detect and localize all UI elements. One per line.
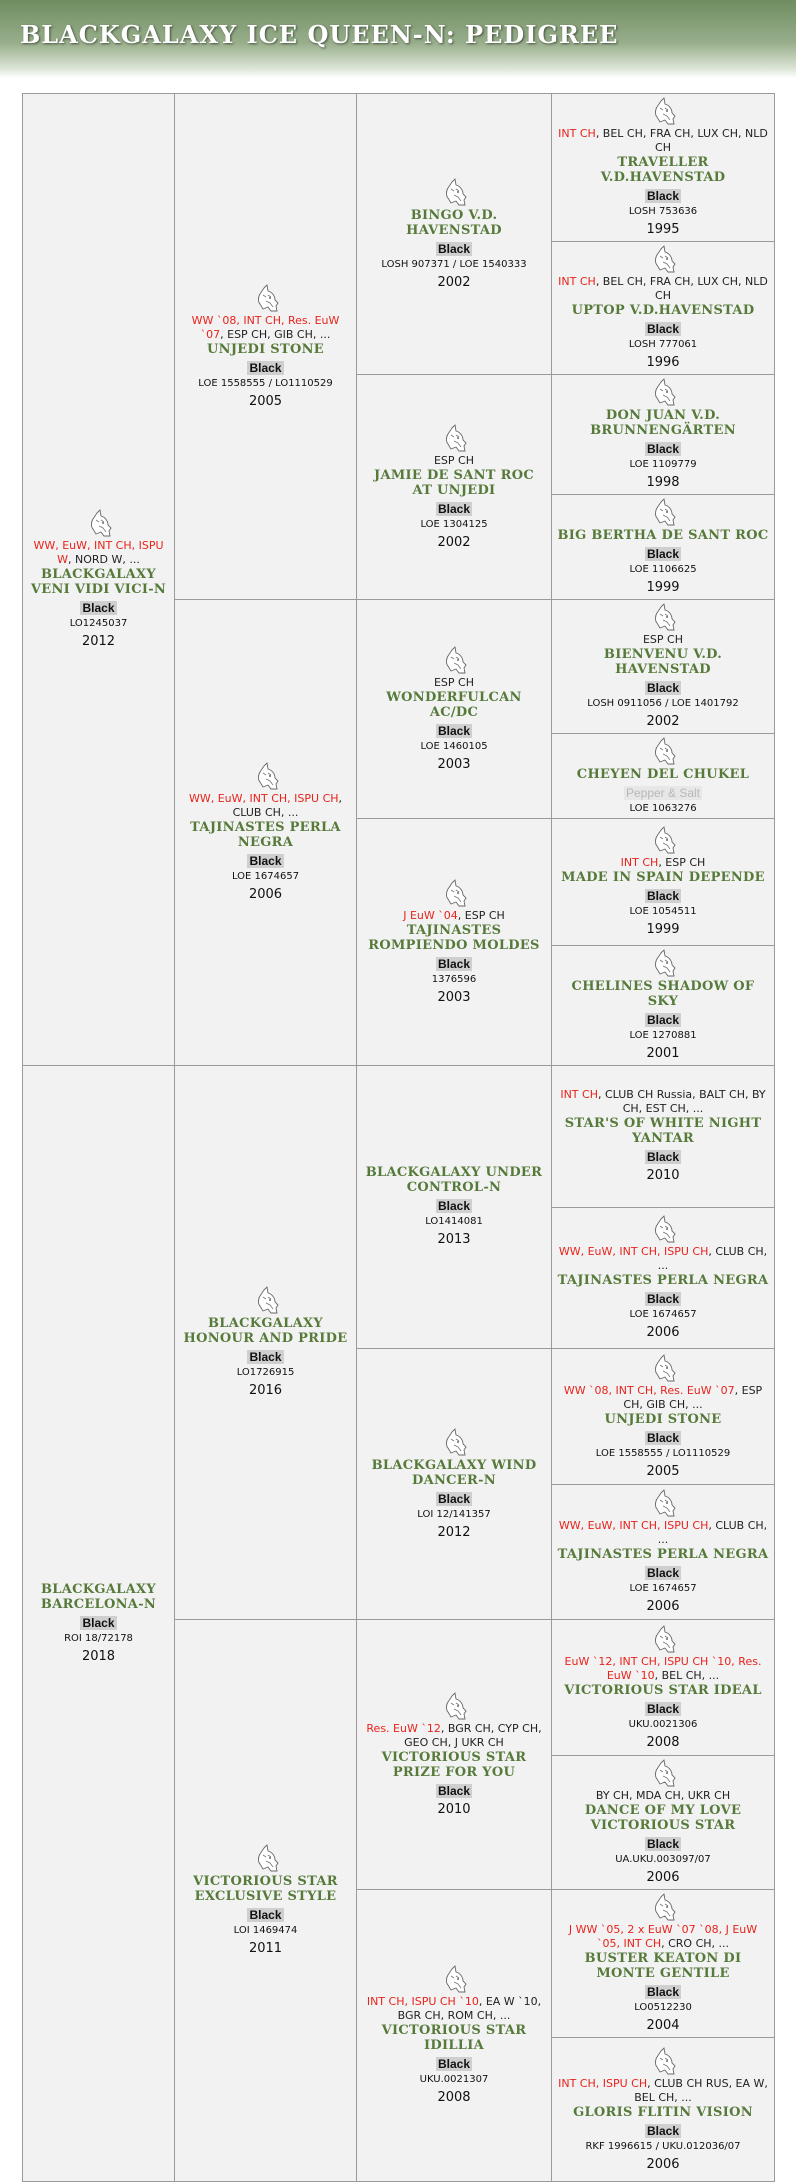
dog-color-row [557,885,769,904]
title-segment: , CLUB CH, ... [657,1519,768,1546]
dog-color-row [362,498,546,517]
dog-color: Black [437,956,471,971]
title-segment: J EuW `04 [403,908,458,922]
dog-color: Black [646,1430,680,1445]
dog-birth-year: 2003 [437,989,471,1005]
dog-birth-year: 2002 [437,274,471,290]
dog-registration: LOE 1674657 [629,1583,697,1594]
pedigree-cell-dsd [357,1349,552,1620]
dog-color: Black [82,1615,115,1630]
dog-color: Black [646,547,680,561]
schnauzer-head-icon [439,1691,469,1721]
dog-titles [362,1995,546,2023]
dog-name-link[interactable]: BLACKGALAXY UNDER CONTROL-N [365,1165,543,1195]
dog-birth-year: 1998 [646,475,680,490]
dog-name-link[interactable]: JAMIE DE SANT ROC AT UNJEDI [374,467,534,498]
dog-birth-year: 2008 [437,2090,471,2105]
title-segment: WW, EuW, INT CH, ISPU CH [558,1245,709,1258]
dog-registration: UA.UKU.003097/07 [615,1854,711,1865]
dog-color-row [362,2053,546,2072]
dog-registration: LOE 1558555 / LO1110529 [198,377,333,389]
dog-registration: LO1245037 [69,618,128,629]
dog-name-link[interactable]: BLACKGALAXY WIND DANCER-N [371,1457,537,1488]
pedigree-cell-sss [357,94,552,375]
dog-birth-year: 2012 [81,634,116,649]
dog-registration: LOE 1270881 [629,1030,697,1041]
dog-titles [180,792,351,820]
dog-color: Black [249,1908,282,1922]
dog-titles [557,633,769,647]
title-segment: INT CH [560,1088,598,1101]
dog-name-link[interactable]: MADE IN SPAIN DEPENDE [561,870,765,885]
schnauzer-head-icon [439,177,469,207]
title-segment: , CLUB CH RUS, EA W, BEL CH, ... [634,2076,768,2104]
title-segment: WW, EuW, INT CH, ISPU CH [558,1519,709,1532]
dog-titles [362,676,546,690]
dog-color: Black [646,681,680,695]
page-title: BLACKGALAXY ICE QUEEN-N: PEDIGREE [20,20,619,49]
dog-birth-year: 2010 [646,1168,680,1183]
dog-color-row [557,1427,769,1446]
dog-titles [557,1655,769,1683]
pedigree-cell-sssd [552,242,775,375]
schnauzer-head-icon [439,423,469,453]
dog-registration: ROI 18/72178 [64,1632,133,1644]
dog-titles [557,1088,769,1116]
schnauzer-head-icon [251,1843,281,1873]
dog-name-link[interactable]: VICTORIOUS STAR IDILLIA [381,2023,527,2053]
title-segment: WW, EuW, INT CH, ISPU W [33,539,164,566]
dog-registration: UKU.0021306 [628,1718,698,1730]
dog-birth-year: 2006 [646,1325,680,1340]
dog-color-row [362,1780,546,1799]
pedigree-cell-sdsd [552,734,775,819]
dog-name-link[interactable]: UNJEDI STONE [207,341,324,357]
schnauzer-head-icon [251,1285,281,1315]
pedigree-cell-ssss [552,94,775,242]
dog-name-link[interactable]: GLORIS FLITIN VISION [573,2104,753,2120]
dog-color-row [180,1904,351,1923]
dog-color-row [557,1146,769,1165]
title-segment: , CLUB CH Russia, BALT CH, BY CH, EST CH, ... [597,1088,766,1115]
page-header [0,0,796,78]
dog-birth-year: 2003 [437,756,471,772]
dog-color-row [557,318,769,337]
dog-color-row [557,1981,769,2000]
title-segment: WW `08, INT CH, Res. EuW `07 [563,1383,735,1397]
dog-birth-year: 1995 [646,222,680,237]
dog-name-link[interactable]: BIENVENU V.D. HAVENSTAD [603,647,723,677]
dog-color-row [557,1833,769,1852]
dog-color-row [557,2120,769,2139]
schnauzer-head-icon [648,497,678,527]
schnauzer-head-icon [439,1427,469,1457]
pedigree-cell-sdss [552,600,775,734]
dog-titles [557,856,769,870]
dog-color: Black [646,1566,680,1580]
pedigree-cell-ddds [552,1890,775,2038]
pedigree-row [23,94,775,242]
dog-color-row [557,1562,769,1581]
dog-color: Black [437,2057,471,2071]
dog-registration: LOE 1674657 [231,871,300,882]
dog-registration: LOE 1063276 [629,803,697,814]
dog-name-link[interactable]: UNJEDI STONE [604,1411,722,1427]
dog-name-link[interactable]: CHEYEN DEL CHUKEL [576,767,750,782]
pedigree-cell-dsss [552,1066,775,1208]
dog-registration: LOE 1054511 [629,906,697,917]
dog-color: Black [437,723,471,738]
dog-name-link[interactable]: VICTORIOUS STAR PRIZE FOR YOU [381,1749,527,1780]
dog-titles [362,1722,546,1750]
dog-color: Black [646,1013,680,1027]
dog-color: Black [646,442,680,456]
dog-name-link[interactable]: TAJINASTES PERLA NEGRA [557,1273,769,1288]
dog-color-row [362,1195,546,1214]
pedigree-cell-dds [357,1620,552,1890]
dog-name-link[interactable]: STAR'S OF WHITE NIGHT YANTAR [564,1116,762,1146]
dog-name-link[interactable]: BLACKGALAXY HONOUR AND PRIDE [183,1316,348,1346]
dog-titles [362,454,546,468]
dog-color-row [557,1009,769,1028]
dog-color: Black [437,1199,471,1213]
pedigree-cell-ddsd [552,1756,775,1890]
pedigree-cell-ssdd [552,495,775,600]
pedigree-cell-ddss [552,1620,775,1756]
dog-color: Black [646,2123,680,2138]
pedigree-cell-sdds [552,819,775,946]
dog-titles [180,314,351,342]
schnauzer-head-icon [251,283,281,313]
pedigree-cell-ss [175,94,357,600]
dog-color-row [362,720,546,739]
dog-color: Black [646,322,680,336]
dog-color: Black [249,1350,282,1364]
dog-birth-year: 2008 [646,1734,680,1750]
dog-color: Black [646,189,680,203]
dog-color: Black [249,854,282,868]
schnauzer-head-icon [439,1964,469,1994]
title-segment: WW `08, INT CH, Res. EuW `07 [191,313,340,341]
title-segment: INT CH [558,127,596,140]
dog-titles [557,1923,769,1951]
dog-color: Black [437,1783,471,1798]
dog-color: Black [82,601,115,615]
dog-color-row [557,677,769,696]
dog-titles [557,275,769,303]
dog-birth-year: 2006 [646,1599,680,1614]
dog-titles [557,1519,769,1547]
dog-color: Black [646,1292,680,1306]
dog-name-link[interactable]: BLACKGALAXY BARCELONA-N [40,1581,157,1612]
dog-titles [557,127,769,155]
dog-color-row [557,185,769,204]
title-segment: WW, EuW, INT CH, ISPU CH [188,792,339,805]
dog-color: Black [646,1150,680,1164]
dog-name-link[interactable]: BUSTER KEATON DI MONTE GENTILE [584,1951,742,1981]
dog-name-link[interactable]: TAJINASTES PERLA NEGRA [557,1547,769,1562]
dog-color-row [557,1698,769,1717]
schnauzer-head-icon [648,602,678,632]
dog-color-row [180,850,351,869]
title-segment: , BEL CH, ... [654,1668,720,1682]
title-segment: INT CH, ISPU CH `10 [366,1995,479,2008]
pedigree-cell-ssd [357,375,552,600]
dog-color: Black [646,1985,680,1999]
dog-birth-year: 2018 [81,1648,116,1664]
dog-color-row [180,1346,351,1365]
dog-registration: LOSH 753636 [628,206,698,217]
title-segment: , CRO CH, ... [661,1937,730,1950]
pedigree-cell-sdd [357,819,552,1066]
dog-birth-year: 2010 [437,1801,471,1817]
dog-birth-year: 2004 [646,2018,680,2033]
dog-name-link[interactable]: CHELINES SHADOW OF SKY [571,979,755,1009]
dog-birth-year: 1999 [646,922,680,937]
dog-birth-year: 2002 [437,534,471,550]
dog-color-row [557,438,769,457]
schnauzer-head-icon [648,1758,678,1788]
pedigree-cell-dsds [552,1349,775,1485]
dog-birth-year: 2006 [646,1870,680,1885]
title-segment: ESP CH [642,633,683,646]
title-segment: ESP CH [433,675,474,689]
pedigree-cell-ds [175,1066,357,1620]
dog-birth-year: 2001 [646,1046,680,1061]
title-segment: ESP CH [433,453,474,467]
schnauzer-head-icon [648,2046,678,2076]
dog-name-link[interactable]: TRAVELLER V.D.HAVENSTAD [600,155,726,185]
dog-birth-year: 1999 [646,580,680,595]
title-segment: , ESP CH, GIB CH, ... [220,327,331,341]
dog-registration: LO0512230 [634,2002,692,2013]
dog-birth-year: 2006 [248,887,283,902]
dog-birth-year: 2011 [248,1941,283,1956]
dog-titles [28,539,169,567]
dog-color-row [362,238,546,257]
schnauzer-head-icon [648,1892,678,1922]
dog-name-link[interactable]: VICTORIOUS STAR EXCLUSIVE STYLE [193,1874,338,1904]
dog-titles [557,1789,769,1803]
schnauzer-head-icon [648,1353,678,1383]
dog-color-row [362,1488,546,1507]
dog-registration: LOE 1558555 / LO1110529 [595,1447,731,1459]
dog-color-row [557,1288,769,1307]
dog-registration: LOE 1460105 [420,740,488,752]
dog-registration: RKF 1996615 / UKU.012036/07 [585,2140,741,2152]
dog-registration: LOSH 0911056 / LOE 1401792 [587,698,739,709]
title-segment: , NORD W, ... [68,553,140,566]
dog-color: Black [437,1491,471,1506]
pedigree-cell-s [23,94,175,1066]
dog-titles [362,909,546,923]
dog-registration: LOE 1304125 [420,518,488,530]
pedigree-cell-dddd [552,2038,775,2182]
schnauzer-head-icon [648,1214,678,1244]
title-segment: INT CH [558,275,596,288]
schnauzer-head-icon [648,96,678,126]
pedigree-cell-dss [357,1066,552,1349]
dog-birth-year: 1996 [646,355,680,370]
dog-titles [557,2077,769,2105]
dog-color-row [557,782,769,801]
schnauzer-head-icon [439,878,469,908]
pedigree-cell-ssds [552,375,775,495]
title-segment: , ESP CH [457,908,505,922]
title-segment: INT CH, ISPU CH [558,2076,648,2090]
dog-color: Black [646,1701,680,1716]
title-segment: , CLUB CH, ... [232,792,343,819]
dog-birth-year: 2013 [437,1232,471,1247]
dog-registration: LOI 12/141357 [417,1508,491,1520]
dog-registration: LOE 1106625 [629,564,697,575]
pedigree-cell-dssd [552,1208,775,1349]
dog-registration: LOE 1109779 [629,459,697,470]
dog-titles [557,1245,769,1273]
schnauzer-head-icon [648,948,678,978]
title-segment: Res. EuW `12 [366,1721,441,1735]
dog-name-link[interactable]: DON JUAN V.D. BRUNNENGÄRTEN [590,408,736,438]
pedigree-table [22,93,775,2182]
dog-birth-year: 2016 [248,1383,283,1398]
dog-name-link[interactable]: TAJINASTES PERLA NEGRA [190,820,341,850]
dog-titles [557,1384,769,1412]
dog-registration: UKU.0021307 [419,2074,489,2085]
title-segment: , ESP CH, GIB CH, ... [623,1383,763,1411]
schnauzer-head-icon [648,1488,678,1518]
title-segment: , CLUB CH, ... [657,1245,768,1272]
title-segment: BY CH, MDA CH, UKR CH [595,1789,731,1802]
schnauzer-head-icon [648,736,678,766]
dog-color-row [180,357,351,376]
pedigree-cell-dsdd [552,1485,775,1620]
dog-registration: LOE 1674657 [629,1309,697,1320]
title-segment: , BEL CH, FRA CH, LUX CH, NLD CH [595,275,768,302]
pedigree-cell-sds [357,600,552,819]
dog-birth-year: 2006 [646,2156,680,2172]
dog-color-row [28,1612,169,1631]
dog-birth-year: 2005 [646,1463,680,1479]
schnauzer-head-icon [648,377,678,407]
dog-birth-year: 2012 [437,1524,471,1540]
dog-name-link[interactable]: BINGO V.D. HAVENSTAD [406,207,502,238]
pedigree-cell-dd [175,1620,357,2182]
title-segment: , BGR CH, CYP CH, GEO CH, J UKR CH [404,1721,542,1749]
schnauzer-head-icon [439,645,469,675]
dog-name-link[interactable]: VICTORIOUS STAR IDEAL [564,1682,762,1698]
dog-registration: LO1726915 [236,1367,295,1378]
dog-color: Pepper & Salt [625,786,701,800]
dog-birth-year: 2005 [248,393,283,409]
dog-registration: 1376596 [431,973,477,985]
dog-registration: LOI 1469474 [233,1925,298,1936]
dog-color-row [557,543,769,562]
pedigree-cell-d [23,1066,175,2182]
dog-registration: LOSH 777061 [628,339,698,350]
title-segment: INT CH [620,856,659,869]
dog-name-link[interactable]: WONDERFULCAN AC/DC [386,689,522,720]
dog-registration: LOSH 907371 / LOE 1540333 [381,258,527,270]
dog-name-link[interactable]: TAJINASTES ROMPIENDO MOLDES [368,922,540,953]
schnauzer-head-icon [251,761,281,791]
dog-name-link[interactable]: UPTOP V.D.HAVENSTAD [571,303,755,318]
dog-color: Black [646,1837,680,1851]
dog-color-row [28,597,169,616]
pedigree-cell-sddd [552,946,775,1066]
title-segment: , BEL CH, FRA CH, LUX CH, NLD CH [595,127,768,154]
pedigree-cell-ddd [357,1890,552,2182]
dog-registration: LO1414081 [425,1216,483,1227]
schnauzer-head-icon [648,244,678,274]
title-segment: J WW `05, 2 x EuW `07 `08, J EuW `05, INT CH [568,1923,758,1950]
dog-color: Black [437,241,471,256]
dog-color-row [362,953,546,972]
title-segment: , EA W `10, BGR CH, ROM CH, ... [397,1995,542,2022]
pedigree-row [23,1066,775,1208]
title-segment: , ESP CH [658,856,706,869]
dog-birth-year: 2002 [646,714,680,729]
dog-color: Black [249,360,282,375]
dog-color: Black [646,889,680,903]
dog-name-link[interactable]: BLACKGALAXY VENI VIDI VICI-N [30,567,167,597]
schnauzer-head-icon [648,825,678,855]
pedigree-cell-sd [175,600,357,1066]
schnauzer-head-icon [84,508,114,538]
dog-name-link[interactable]: BIG BERTHA DE SANT ROC [557,528,769,543]
dog-color: Black [437,501,471,516]
schnauzer-head-icon [648,1624,678,1654]
title-segment: EuW `12, INT CH, ISPU CH `10, Res. EuW `10 [564,1654,762,1682]
dog-name-link[interactable]: DANCE OF MY LOVE VICTORIOUS STAR [584,1803,742,1833]
